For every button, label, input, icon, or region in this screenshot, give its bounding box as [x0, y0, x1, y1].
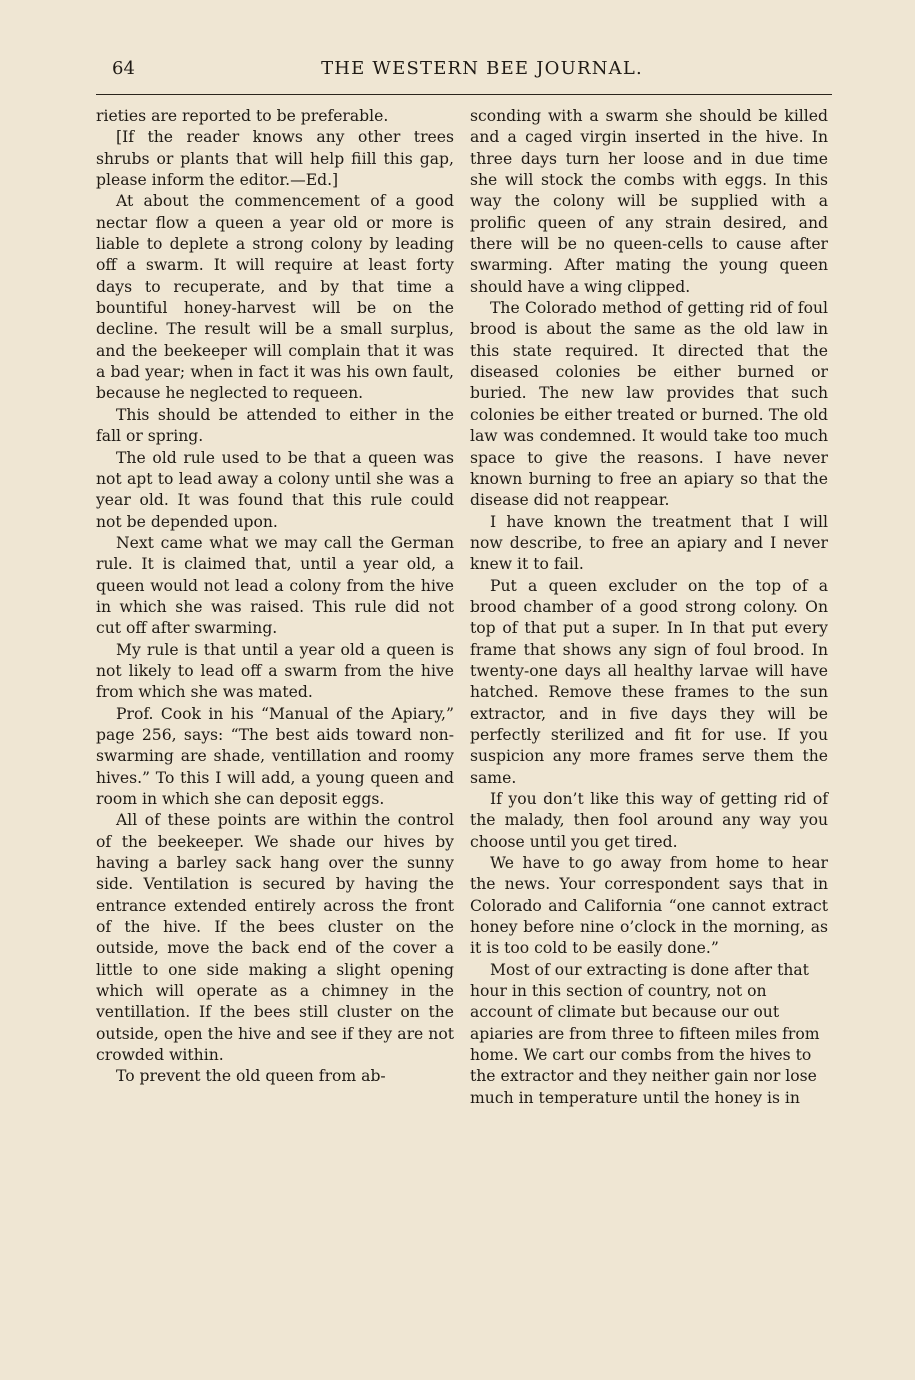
- page-header: [96, 54, 832, 84]
- paragraph: sconding with a swarm she should be killed and a caged virgin inserted in the hive. In three days turn her loose and in due time she will stock the combs with eggs. In this way the colony will be supplied with a prolific queen of any strain desired, and there will be no queen-cells to cause after swarming. After mating the young queen should have a wing clipped.: [470, 107, 828, 296]
- paragraph: This should be attended to either in the fall or spring.: [96, 405, 454, 446]
- paragraph: rieties are reported to be preferable.: [96, 107, 389, 125]
- right-column: [470, 106, 828, 1109]
- paragraph: Put a queen excluder on the top of a brood chamber of a good strong colony. On top of that put a super. In In that put every frame that shows any sign of foul brood. In twenty-one days all healthy larvae will have hatched. Remove these frames to the sun extractor, and in five days they will be perfectly sterilized and fit for use. If you suspicion any more frames serve them the same.: [470, 576, 828, 787]
- paragraph: All of these points are within the control of the beekeeper. We shade our hives by having a barley sack hang over the sunny side. Ventilation is secured by having the entrance extended entirely across the front of the hive. If the bees cluster on the outside, move the back end of the cover a little to one side making a slight opening which will operate as a chimney in the ventillation. If the bees still cluster on the outside, open the hive and see if they are not crowded within.: [96, 811, 454, 1065]
- paragraph: If you don’t like this way of getting rid of the malady, then fool around any way you choose until you get tired.: [470, 790, 828, 851]
- paragraph: Next came what we may call the German rule. It is claimed that, until a year old, a queen would not lead a colony from the hive in which she was raised. This rule did not cut off after swarming.: [96, 533, 454, 638]
- paragraph: My rule is that until a year old a queen is not likely to lead off a swarm from the hive from which she was mated.: [96, 640, 454, 702]
- paragraph: The old rule used to be that a queen was not apt to lead away a colony until she was a year old. It was found that this rule could not be depended upon.: [96, 448, 454, 531]
- paragraph: We have to go away from home to hear the news. Your correspondent says that in Colorado and California “one cannot extract honey before nine o’clock in the morning, as it is too cold to be easily done.”: [470, 854, 828, 958]
- paragraph: Prof. Cook in his “Manual of the Apiary,” page 256, says: “The best aids toward non-swarming are shade, ventillation and roomy hives.” To this I will add, a young queen and room in which she can deposit eggs.: [96, 704, 454, 808]
- journal-title: THE WESTERN BEE JOURNAL.: [321, 58, 643, 79]
- paragraph: [If the reader knows any other trees shrubs or plants that will help fiill this gap, please inform the editor.—Ed.]: [96, 128, 454, 190]
- page-number: 64: [112, 58, 135, 79]
- paragraph: I have known the treatment that I will now describe, to free an apiary and I never knew it to fail.: [470, 512, 828, 574]
- paragraph: To prevent the old queen from ab-: [116, 1067, 386, 1086]
- paragraph: Most of our extracting is done after that hour in this section of country, not on account of climate but because our out apiaries are from three to fifteen miles from home. We cart our combs from the hives to the extractor and they neither gain nor lose much in temperature until the honey is in: [470, 960, 820, 1107]
- paragraph: At about the commencement of a good nectar flow a queen a year old or more is liable to deplete a strong colony by leading off a swarm. It will require at least forty days to recuperate, and by that time a bountiful honey-harvest will be on the decline. The result will be a small surplus, and the beekeeper will complain that it was a bad year; when in fact it was his own fault, because he neglected to requeen.: [96, 192, 454, 403]
- paragraph: The Colorado method of getting rid of foul brood is about the same as the old law in this state required. It directed that the diseased colonies be either burned or buried. The new law provides that such colonies be either treated or burned. The old law was condemned. It would take too much space to give the reasons. I have never known burning to free an apiary so that the disease did not reappear.: [470, 299, 828, 510]
- header-divider: [96, 94, 832, 95]
- left-column: [96, 106, 454, 1088]
